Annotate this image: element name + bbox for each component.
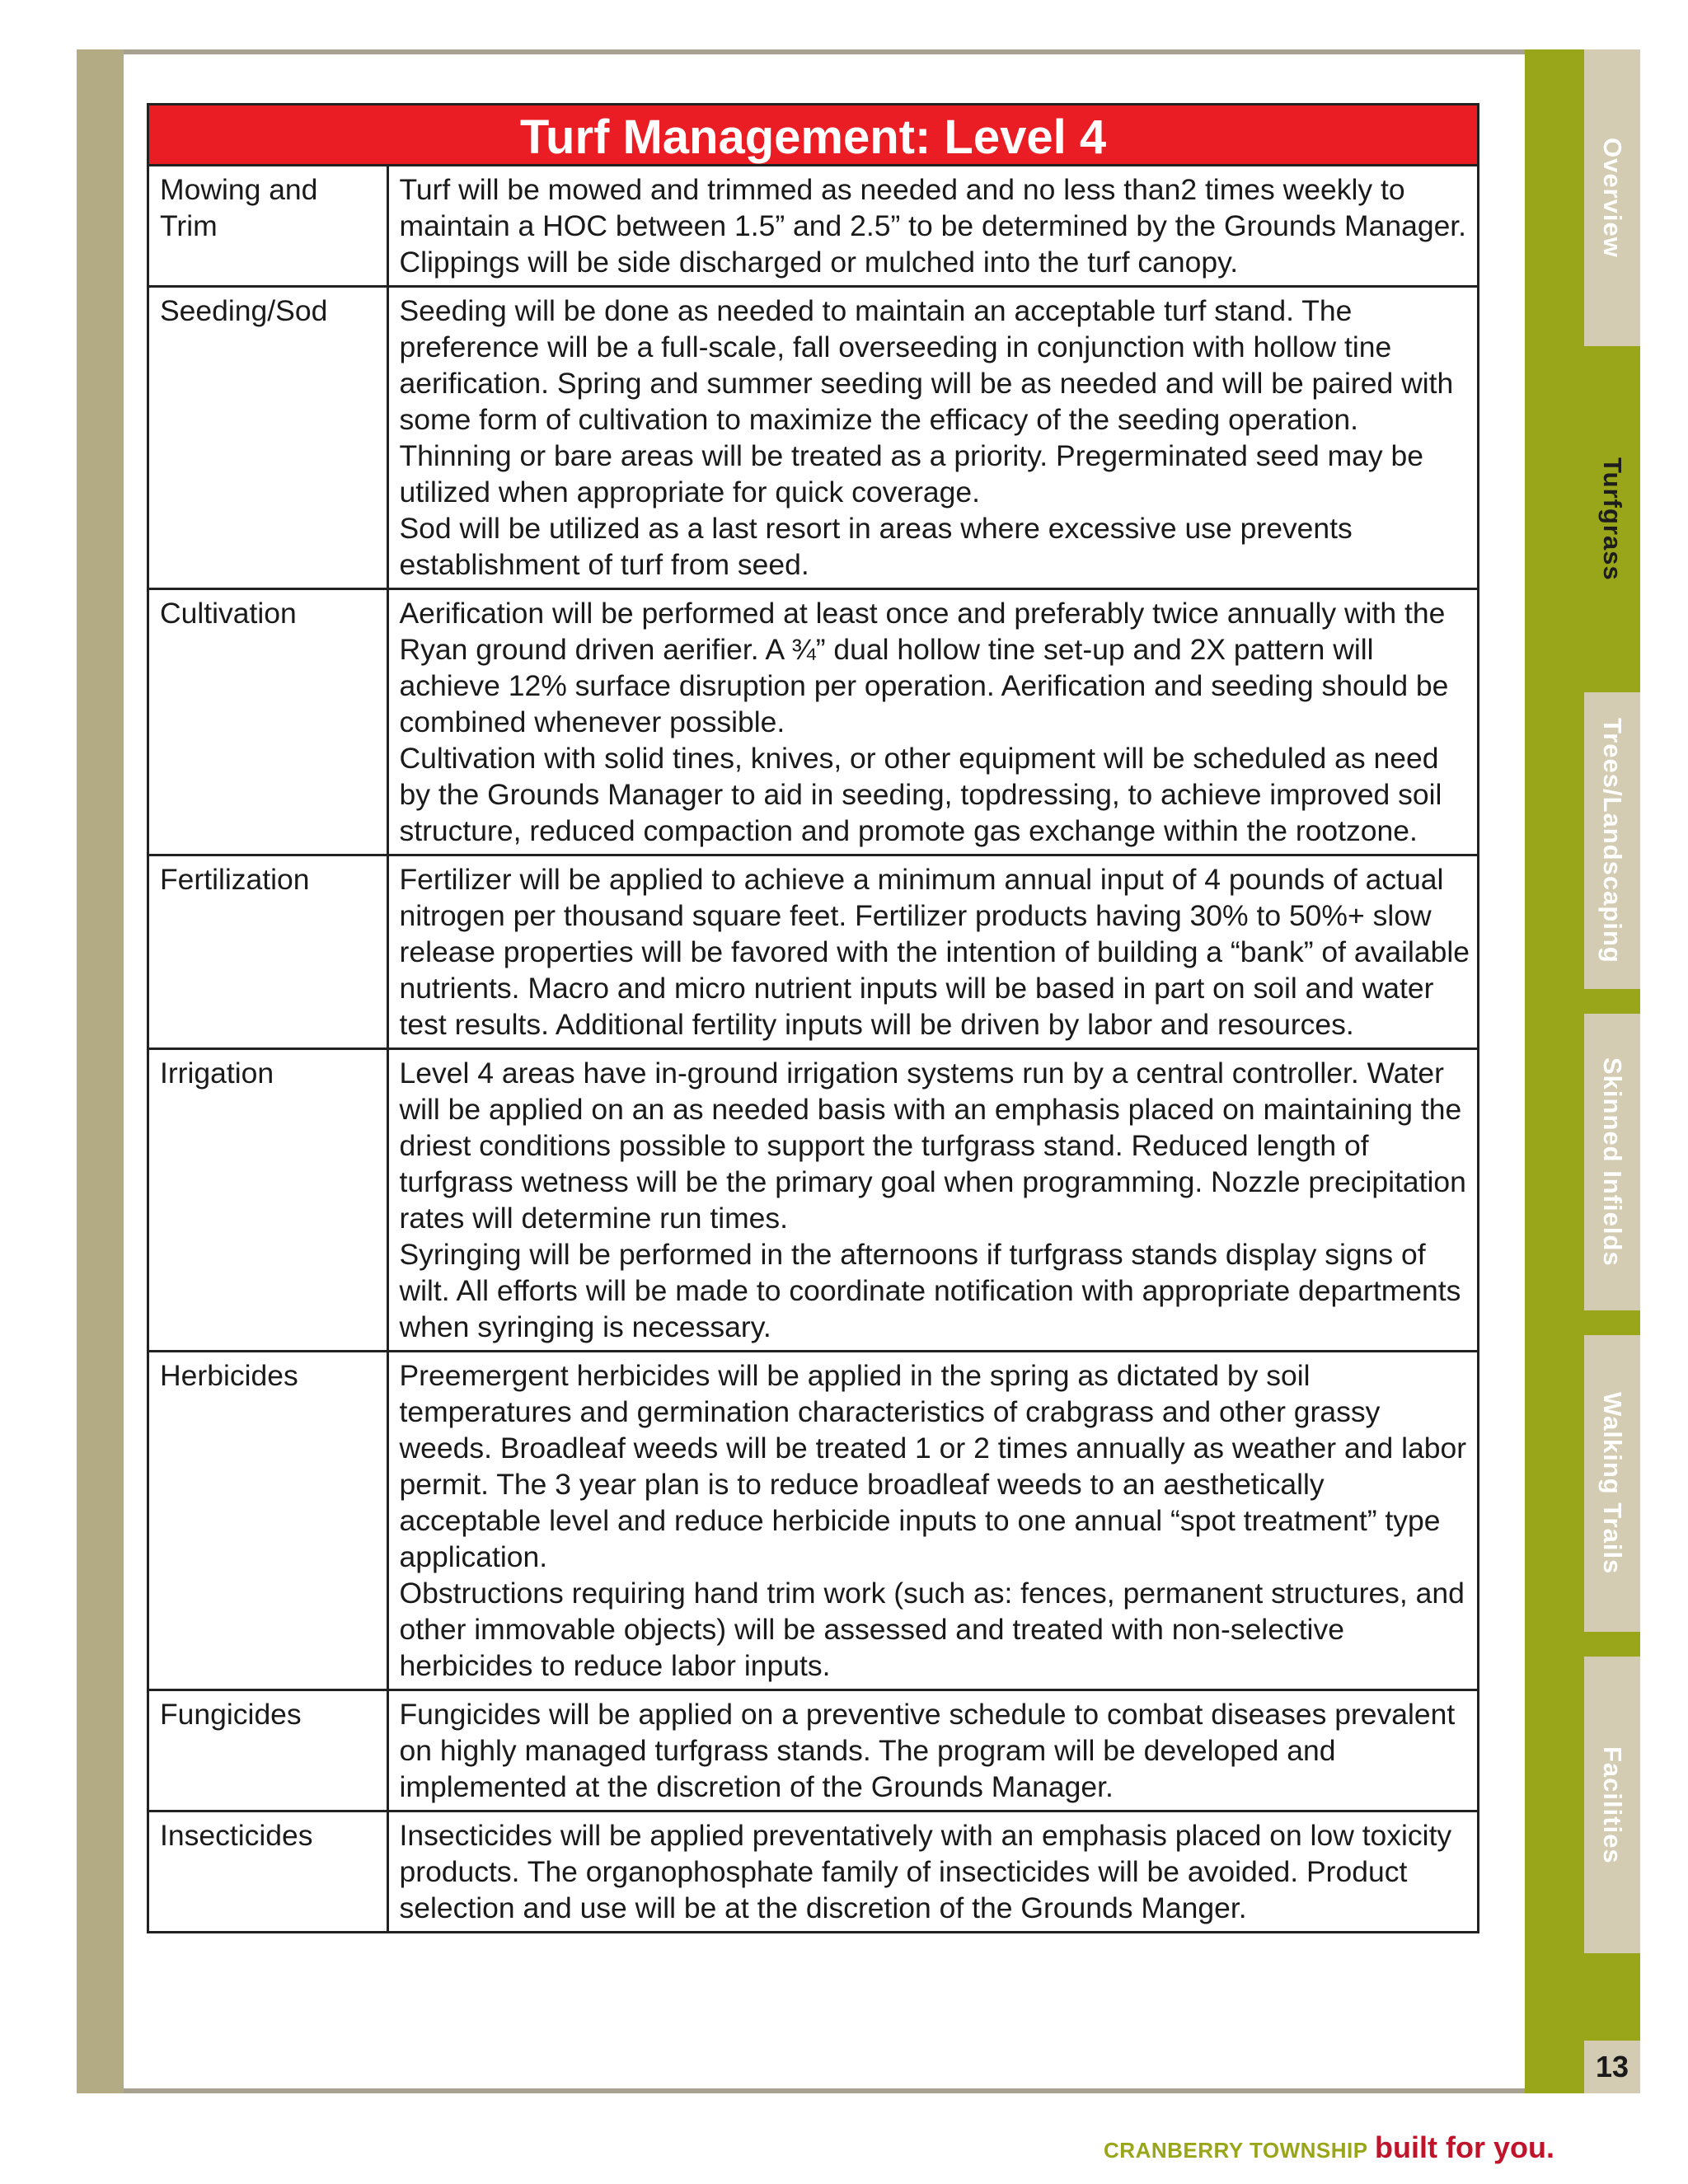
left-decorative-bar [77,49,124,2093]
turf-management-table [147,103,1479,1933]
table-title: Turf Management: Level 4 [149,105,1477,166]
bottom-rule [124,2088,1533,2093]
tab-turfgrass[interactable] [1584,371,1640,668]
tab-label: Walking Trails [1598,1392,1627,1575]
page-number: 13 [1584,2041,1640,2093]
row-description [387,855,1477,1049]
table-row [149,1811,1477,1932]
row-description [387,166,1477,287]
row-category: Mowing and Trim [149,166,387,287]
practices-table [149,166,1477,1931]
tab-label: Facilities [1598,1746,1627,1864]
tab-label: Skinned Infields [1598,1057,1627,1267]
description-paragraph: Sod will be utilized as a last resort in areas where excessive use prevents establishment of turf from seed. [399,512,1353,581]
row-category: Irrigation [149,1049,387,1352]
row-category: Fungicides [149,1690,387,1811]
description-paragraph: Seeding will be done as needed to maintain an acceptable turf stand. The preference will be a full-scale, fall overseeding in conjunction with hollow tine aerification. Spring and summer seeding will be as needed and will be paired with some form of cultivation to maximize the efficacy of the seeding operation. Thinning or bare areas will be treated as a priority. Pregerminated seed may be utilized when appropriate for quick coverage. [399,294,1454,509]
footer [1104,2130,1554,2165]
description-paragraph: Aerification will be performed at least once and preferably twice annually with the Ryan ground driven aerifier. A ¾” dual hollow tine set-up and 2X pattern will achieve 12% surface disruption per operation. Aerification and seeding should be combined whenever possible. [399,597,1449,738]
footer-tagline: built for you. [1375,2130,1554,2164]
row-description [387,1352,1477,1690]
tab-label: Turfgrass [1598,457,1627,581]
row-description [387,1049,1477,1352]
row-category: Seeding/Sod [149,287,387,589]
description-paragraph: Obstructions requiring hand trim work (such as: fences, permanent structures, and other immovable objects) will be assessed and treated with non-selective herbicides to reduce labor inputs. [399,1577,1465,1682]
description-paragraph: Level 4 areas have in-ground irrigation systems run by a central controller. Water will be applied on an as needed basis with an emphasis placed on maintaining the driest conditions possible to support the turfgrass stand. Reduced length of turfgrass wetness will be the primary goal when programming. Nozzle precipitation rates will determine run times. [399,1057,1466,1235]
row-description [387,287,1477,589]
table-row [149,166,1477,287]
description-paragraph: Cultivation with solid tines, knives, or other equipment will be scheduled as need by the Grounds Manager to aid in seeding, topdressing, to achieve improved soil structure, reduced compaction and promote gas exchange within the rootzone. [399,742,1442,847]
description-paragraph: Fertilizer will be applied to achieve a minimum annual input of 4 pounds of actual nitrogen per thousand square feet. Fertilizer products having 30% to 50%+ slow release properties will be favored with the intention of building a “bank” of available nutrients. Macro and micro nutrient inputs will be based in part on soil and water test results. Additional fertility inputs will be driven by labor and resources. [399,863,1470,1041]
table-row [149,1352,1477,1690]
tab-label: Overview [1598,138,1627,258]
tab-trees-landscaping[interactable] [1584,692,1640,989]
table-row [149,589,1477,855]
top-rule [124,49,1533,54]
description-paragraph: Fungicides will be applied on a preventive schedule to combat diseases prevalent on highly managed turfgrass stands. The program will be developed and implemented at the discretion of the Grounds Manager. [399,1698,1456,1803]
row-category: Herbicides [149,1352,387,1690]
tab-label: Trees/Landscaping [1598,718,1627,963]
description-paragraph: Turf will be mowed and trimmed as needed and no less than2 times weekly to maintain a HOC between 1.5” and 2.5” to be determined by the Grounds Manager. Clippings will be side discharged or mulched into the turf canopy. [399,173,1467,279]
description-paragraph: Syringing will be performed in the afternoons if turfgrass stands display signs of wilt. All efforts will be made to coordinate notification with appropriate departments when syringing is necessary. [399,1238,1461,1343]
table-row [149,287,1477,589]
row-category: Fertilization [149,855,387,1049]
table-row [149,1690,1477,1811]
table-row [149,855,1477,1049]
row-category: Insecticides [149,1811,387,1932]
table-row [149,1049,1477,1352]
tab-walking-trails[interactable] [1584,1335,1640,1632]
section-tabs [1525,49,1640,2093]
row-description [387,589,1477,855]
row-description [387,1690,1477,1811]
description-paragraph: Preemergent herbicides will be applied in the spring as dictated by soil temperatures and germination characteristics of crabgrass and other grassy weeds. Broadleaf weeds will be treated 1 or 2 times annually as weather and labor permit. The 3 year plan is to reduce broadleaf weeds to an aesthetically acceptable level and reduce herbicide inputs to one annual “spot treatment” type application. [399,1359,1467,1573]
footer-org: CRANBERRY TOWNSHIP [1104,2138,1368,2163]
tab-overview[interactable] [1584,49,1640,346]
tab-skinned-infields[interactable] [1584,1014,1640,1310]
tab-facilities[interactable] [1584,1657,1640,1953]
description-paragraph: Insecticides will be applied preventatively with an emphasis placed on low toxicity products. The organophosphate family of insecticides will be avoided. Product selection and use will be at the discretion of the Grounds Manger. [399,1819,1452,1924]
row-description [387,1811,1477,1932]
row-category: Cultivation [149,589,387,855]
